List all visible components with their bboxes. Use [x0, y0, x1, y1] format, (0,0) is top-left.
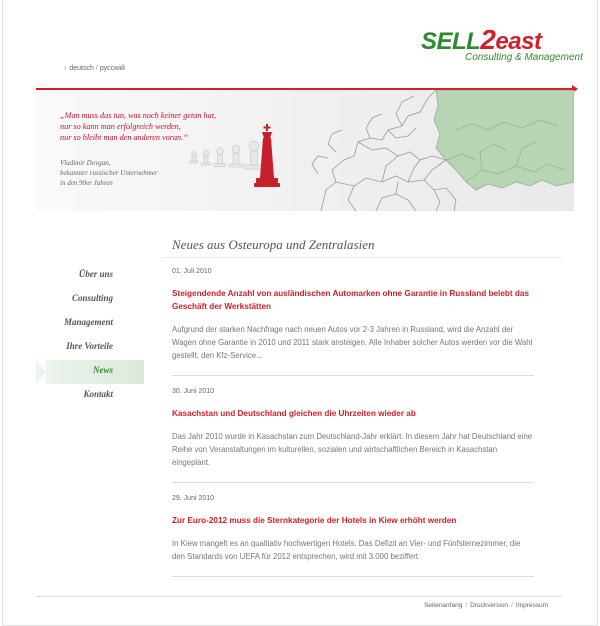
news-headline-link[interactable]: Kasachstan und Deutschland gleichen die Uhrzeiten wieder ab: [172, 409, 416, 418]
main-navigation: [36, 264, 144, 408]
nav-item-news[interactable]: News: [36, 360, 144, 384]
nav-item-management[interactable]: Management: [63, 317, 113, 327]
news-list: [172, 268, 534, 589]
author-line: Vladimir Dovgan,: [60, 159, 111, 167]
language-link-deutsch[interactable]: deutsch: [69, 65, 94, 72]
footer-links: [424, 602, 548, 609]
logo-two: 2: [480, 24, 496, 55]
quote-author: [60, 158, 200, 188]
footer-link-druckversion[interactable]: Druckversion: [470, 602, 509, 609]
language-switch: [64, 65, 125, 72]
footer-link-seitenanfang[interactable]: Seitenanfang: [424, 602, 463, 609]
europe-map-illustration: [36, 90, 574, 211]
section-divider: [162, 257, 562, 258]
author-line: in den 90er Jahren: [60, 179, 113, 187]
logo-tagline: Consulting & Management: [465, 52, 583, 63]
logo-sell: SELL: [421, 28, 481, 55]
logo[interactable]: [421, 26, 581, 66]
news-item: [172, 268, 534, 376]
nav-item-consulting[interactable]: Consulting: [71, 293, 113, 303]
news-item: [172, 495, 534, 577]
news-date: 29. Juni 2010: [172, 495, 215, 502]
news-teaser: Aufgrund der starken Nachfrage nach neuen Autos vor 2-3 Jahren in Russland, wird die Anzahl der Wagen ohne Garantie in 2010 und 2011 stark ansteigen. Alle Inhaber solcher Autos werden vor die Wahl gestellt, den Kfz-Service...: [172, 325, 533, 360]
news-teaser: In Kiew mangelt es an qualitativ hochwertigen Hotels. Das Defizit an Vier- und Fünfsternezimmer, die den Standards von UEFA für 2012 entsprechen, wird mit 3.000 beziffert: [172, 539, 521, 561]
nav-item-ihre-vorteile[interactable]: Ihre Vorteile: [66, 341, 113, 351]
arrow-right-icon: ›: [64, 65, 67, 72]
news-headline-link[interactable]: Steigendende Anzahl von ausländischen Automarken ohne Garantie in Russland belebt das Geschäft der Werkstätten: [172, 289, 529, 311]
nav-item-kontakt[interactable]: Kontakt: [83, 389, 113, 399]
footer-separator: /: [511, 602, 513, 609]
footer-separator: /: [465, 602, 468, 609]
quote-line: „Man muss das tun, was noch keiner getan hat,: [60, 111, 217, 120]
nav-item-ueber-uns[interactable]: Über uns: [78, 269, 113, 279]
language-link-russian[interactable]: русский: [99, 65, 125, 72]
quote-line: nur so kann man erfolgreich werden,: [60, 122, 181, 131]
news-date: 30. Juni 2010: [172, 388, 215, 395]
banner-quote: [60, 110, 240, 143]
author-line: bekannter russischer Unternehmer: [60, 169, 158, 177]
news-item: [172, 388, 534, 483]
news-headline-link[interactable]: Zur Euro-2012 muss die Sternkategorie der Hotels in Kiew erhöht werden: [172, 516, 457, 525]
header-banner: [36, 90, 574, 211]
section-title: Neues aus Osteuropa und Zentralasien: [172, 237, 375, 252]
footer-link-impressum[interactable]: Impressum: [515, 602, 549, 609]
language-separator: /: [95, 65, 98, 72]
chess-pawns: [190, 141, 263, 169]
news-date: 01. Juli 2010: [172, 268, 212, 275]
logo-east: east: [495, 28, 542, 55]
quote-line: nur so bleibt man den anderen voran.“: [60, 133, 188, 142]
chess-king-icon: [254, 124, 280, 187]
news-teaser: Das Jahr 2010 wurde in Kasachstan zum Deutschland-Jahr erklärt. In diesem Jahr hat Deutschland eine Reihe von Veranstaltungen im kulturellen, sozialen und wirtschaftlichen Bereich in Kasachstan eingeplant.: [172, 432, 533, 467]
footer-divider: [36, 596, 562, 597]
